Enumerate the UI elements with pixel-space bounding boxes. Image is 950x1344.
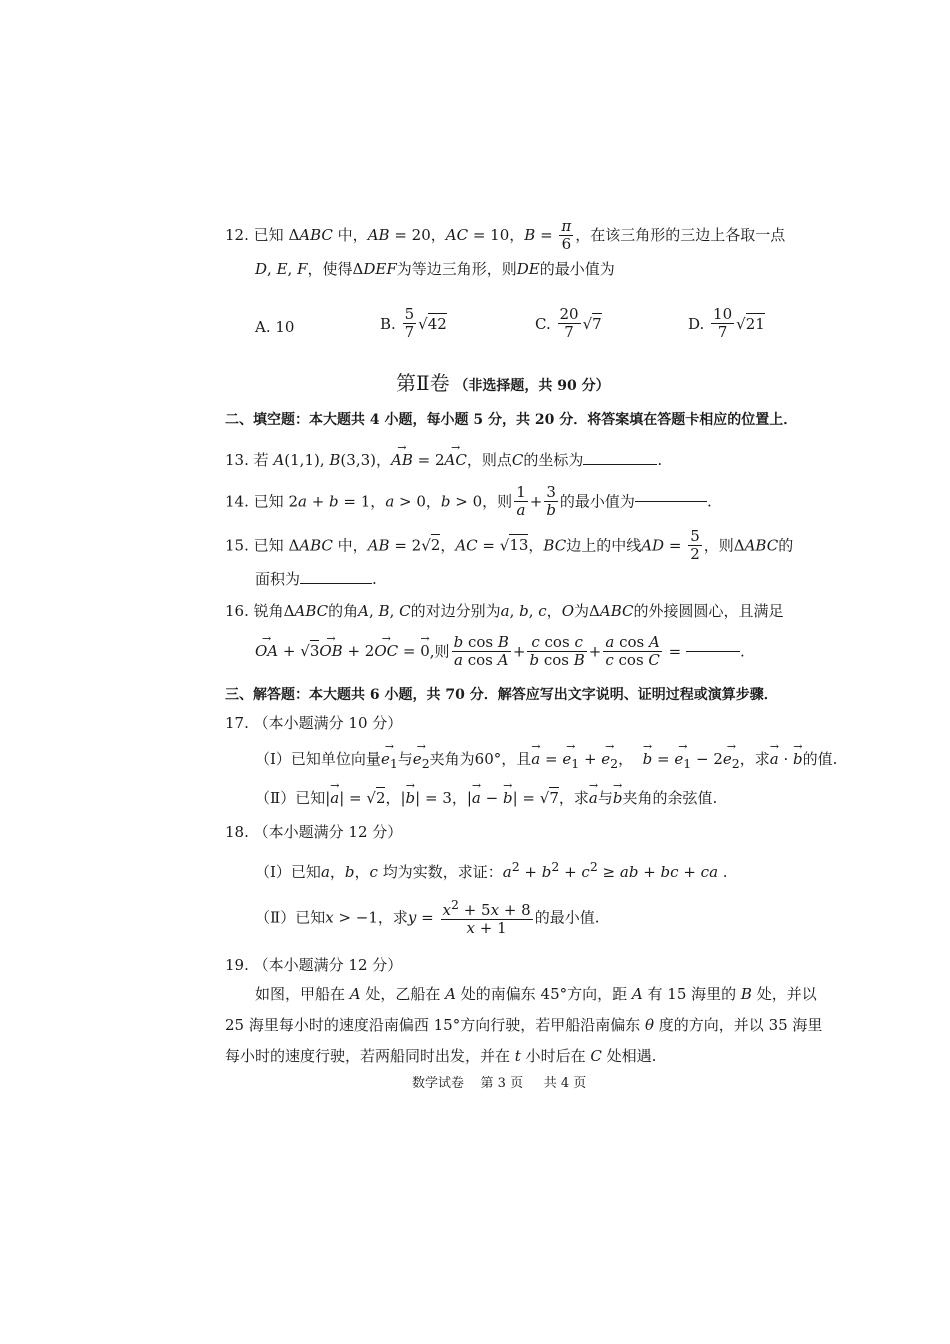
q14-answer-blank[interactable] <box>635 501 707 502</box>
q17-part1: （Ⅰ）已知单位向量→ $e_1$与→ $e_2$夹角为60°，且→ a = → $e_1$ + → $e_2$， → b = → $e_1 - 2\to e_2$，求→ a · → b的值. <box>255 752 837 771</box>
q16-answer-blank[interactable] <box>686 651 740 652</box>
q12-option-c: C. $\frac{20}{7}$ √7 <box>535 305 602 342</box>
part2-heading: 二、填空题：本大题共 4 小题，每小题 5 分，共 20 分．将答案填在答题卡相应的位置上． <box>225 412 798 428</box>
q17-part2: （Ⅱ）已知|→ a| = √2，|→ b| = 3，|→ a − → b| = √7，求→ a与→ b夹角的余弦值. <box>255 791 717 806</box>
footer-page: 第 3 页 <box>480 1076 524 1091</box>
q19-header: 19. （本小题满分 12 分） <box>225 956 403 974</box>
footer-total: 共 4 页 <box>543 1076 587 1091</box>
q19-line1: 如图，甲船在 A 处，乙船在 A 处的南偏东 45°方向，距 A 有 15 海里的 B 处，并以 <box>255 985 817 1003</box>
q12-option-b: B. $\frac{5}{7}$ √42 <box>380 305 447 342</box>
q16-line1: 16. 锐角ΔABC的角A, B, C的对边分别为a, b, c，O为ΔABC的外接圆圆心，且满足 <box>225 602 784 620</box>
page-footer <box>412 1077 586 1090</box>
q18-part1: （Ⅰ）已知a，b，c 均为实数，求证：$a^2 + b^2 + c^2$ ≥ ab + bc + ca . <box>255 859 728 881</box>
q14: 14. 已知 2a + b = 1，a > 0，b > 0，则 $\frac{1}{a}$ + $\frac{3}{b}$ 的最小值为 . <box>225 483 712 520</box>
q12-line2: D, E, F，使得ΔDEF为等边三角形，则DE的最小值为 <box>255 260 615 278</box>
footer-subject: 数学试卷 <box>412 1076 465 1091</box>
q18-header: 18. （本小题满分 12 分） <box>225 823 403 841</box>
q18-part2: （Ⅱ）已知x > −1，求y = $\frac{x^2 + 5x + 8}{x + 1}$ 的最小值. <box>255 897 600 938</box>
q15-answer-blank[interactable] <box>300 583 372 584</box>
q15-line2: 面积为 . <box>255 570 377 588</box>
q12-option-a: A. 10 <box>255 318 295 336</box>
section-title: 第Ⅱ卷 （非选择题，共 90 分） <box>396 371 610 395</box>
q15-line1: 15. 已知 ΔABC 中，AB = 2√2，AC = √13，BC边上的中线AD = $\frac{5}{2}$ ，则ΔABC的 <box>225 527 794 564</box>
q19-line3: 每小时的速度行驶，若两船同时出发，并在 t 小时后在 C 处相遇. <box>225 1047 657 1065</box>
q13-answer-blank[interactable] <box>583 464 657 465</box>
q19-line2: 25 海里每小时的速度沿南偏西 15°方向行驶，若甲船沿南偏东 θ 度的方向，并以 35 海里 <box>225 1016 823 1034</box>
part3-heading: 三、解答题：本大题共 6 小题，共 70 分．解答应写出文字说明、证明过程或演算步骤． <box>225 687 778 703</box>
q12-number: 12. <box>225 225 249 244</box>
q17-header: 17. （本小题满分 10 分） <box>225 714 403 732</box>
q12-option-d: D. $\frac{10}{7}$ √21 <box>688 305 765 342</box>
q13: 13. 若 A(1,1), B(3,3)，→ AB = 2→ AC，则点C的坐标为 . <box>225 453 662 468</box>
q12-line1: 12. 已知 ΔABC 中，AB = 20，AC = 10，B = $\frac{\pi}{6}$ ，在该三角形的三边上各取一点 <box>225 217 786 254</box>
q12-frac-pi-6: $\frac{\pi}{6}$ <box>561 217 572 254</box>
q16-line2: → OA + √3→ OB + 2→ OC = → 0,则 $\frac{\text{b cos B}}{\text{a cos A}}$ + $\frac{\text{c cos c}}{\text{b cos B}}$ + $\frac{\text{a cos A}}{\text{c cos C}}$ = . <box>255 634 745 670</box>
